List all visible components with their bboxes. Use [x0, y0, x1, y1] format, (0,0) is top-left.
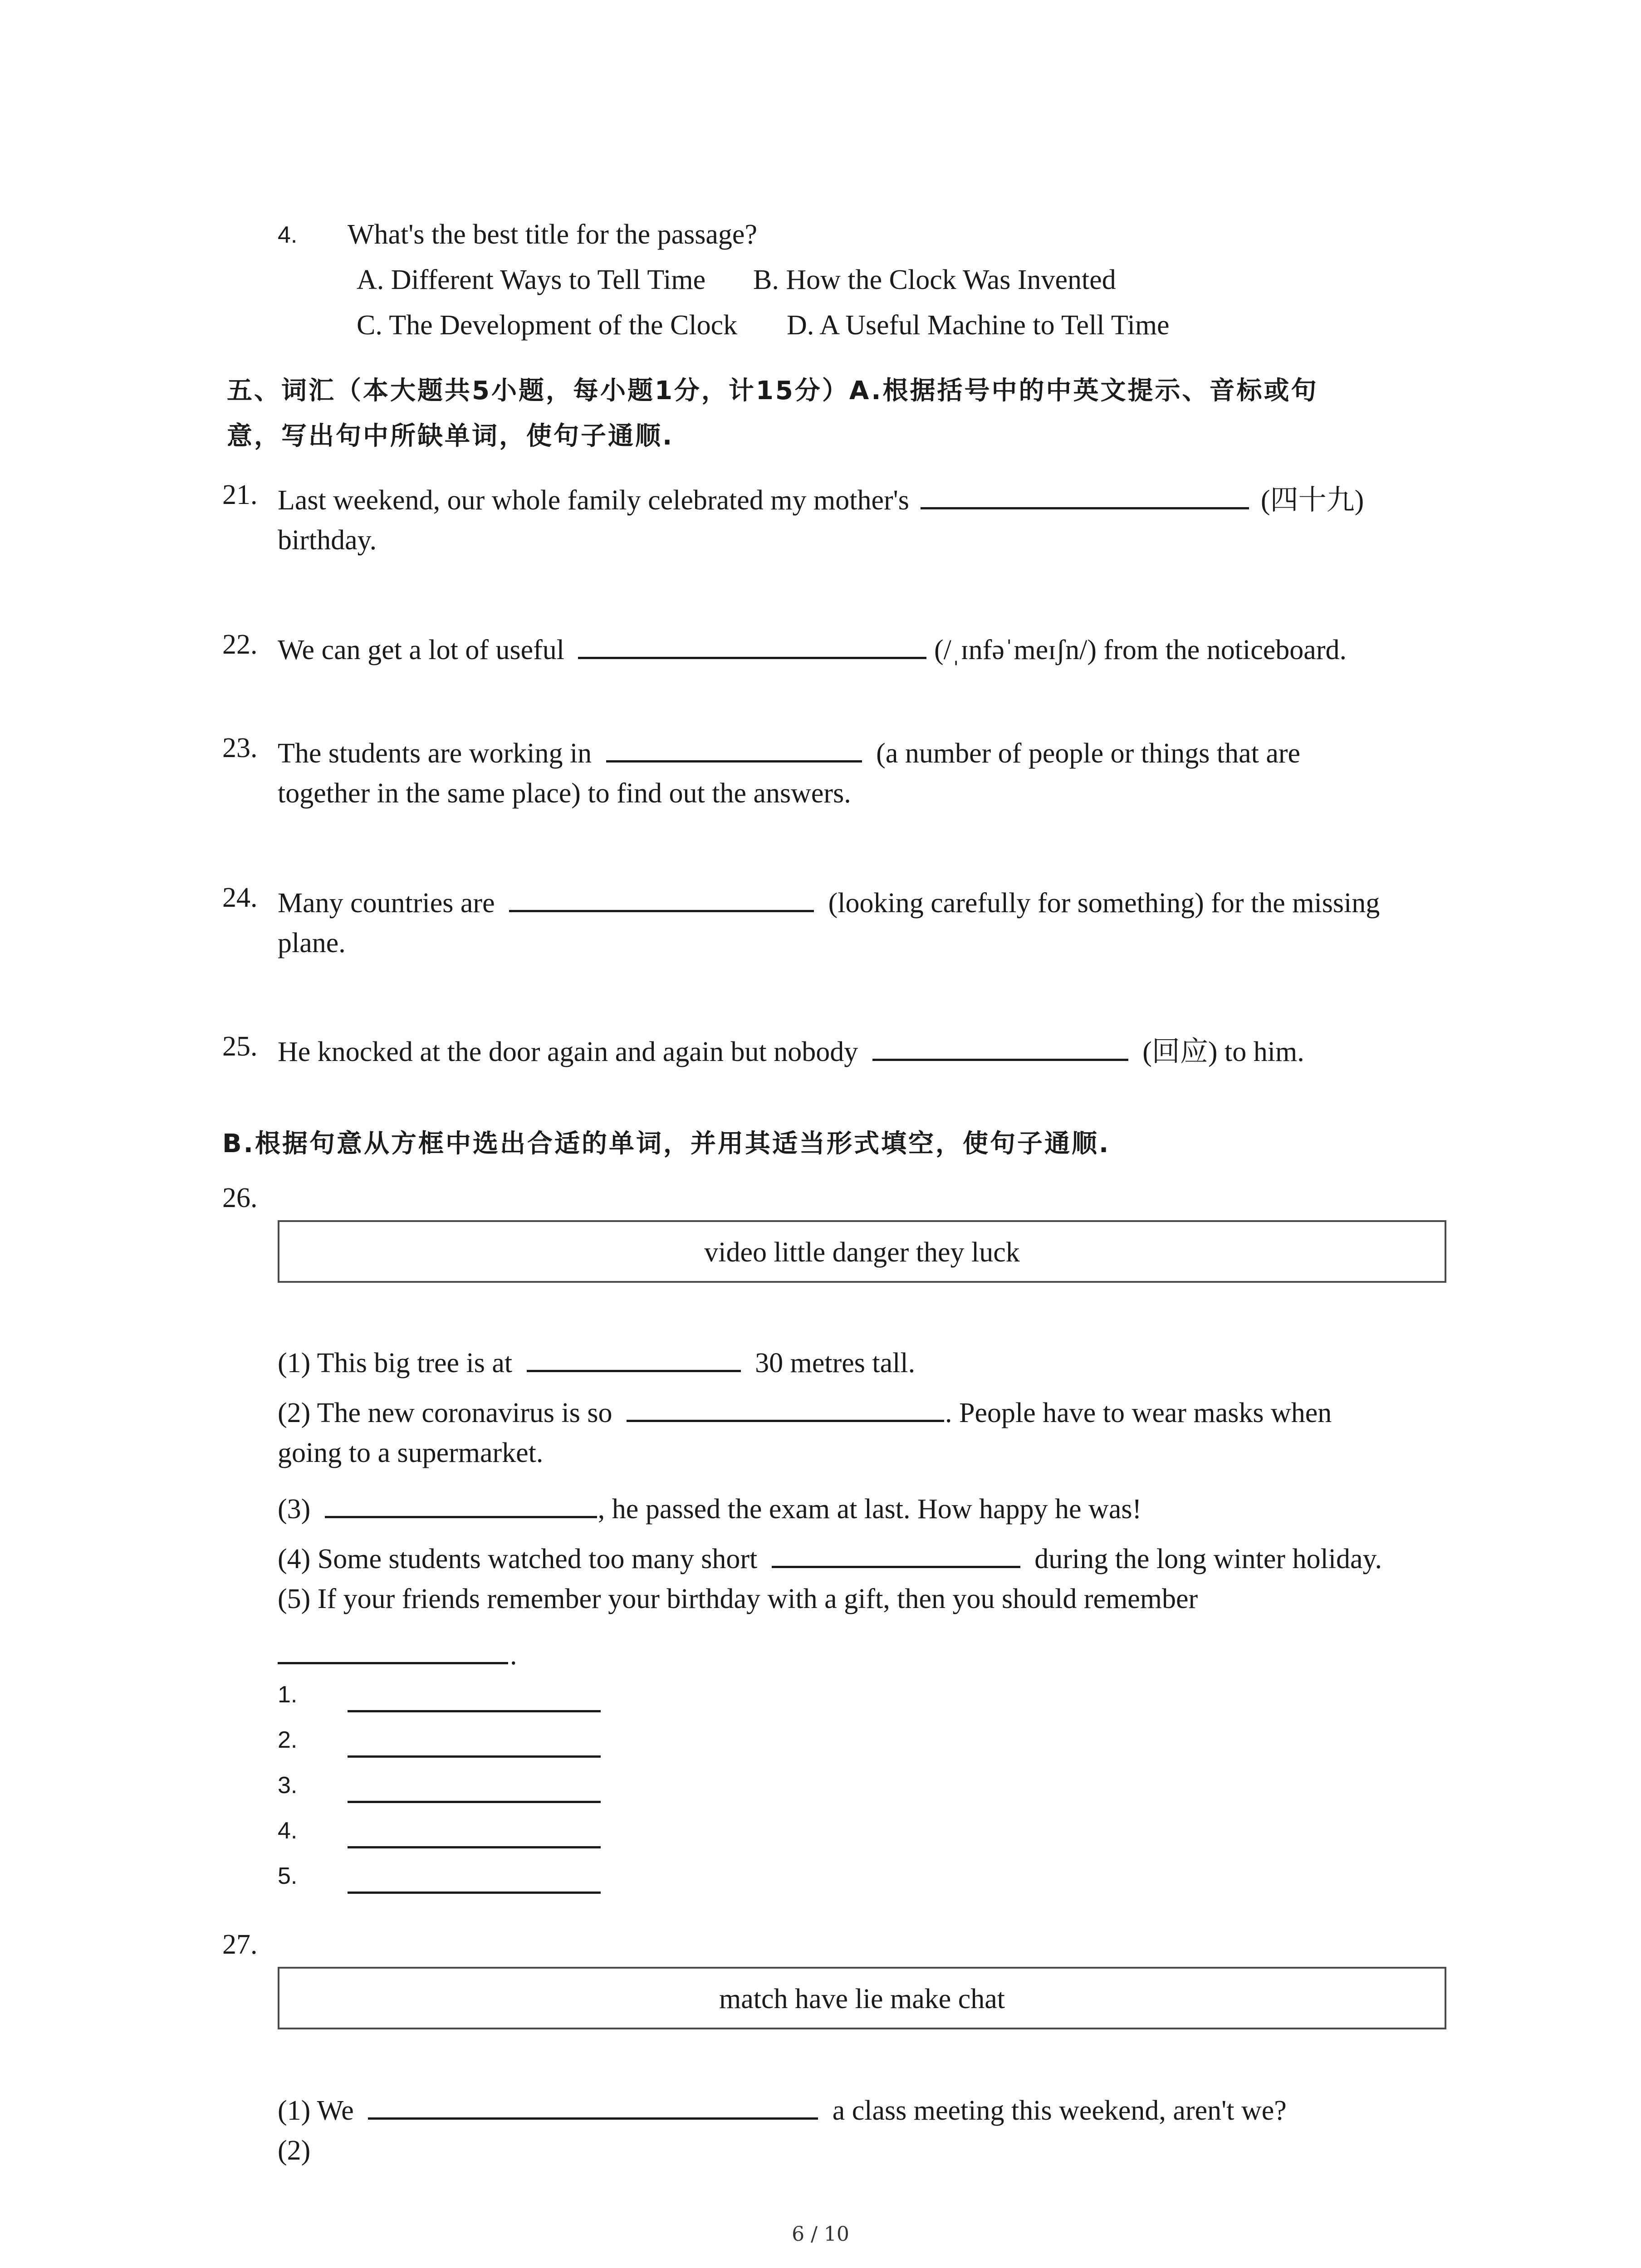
answer-line-3-blank[interactable] [348, 1801, 601, 1803]
sentence-1-text-after: 30 metres tall. [755, 1348, 916, 1378]
sentence-4-text-after: during the long winter holiday. [1034, 1544, 1382, 1574]
answer-line-5-number: 5. [278, 1863, 298, 1889]
question-23-text-before: The students are working in [278, 738, 592, 769]
question-23-line-1 [278, 734, 1300, 767]
part-b-heading: B.根据句意从方框中选出合适的单词，并用其适当形式填空，使句子通顺. [222, 1129, 1111, 1158]
question-24-line-2: plane. [278, 928, 346, 958]
q27-sentence-1-text-before: (1) We [278, 2095, 354, 2126]
question-27-word-box [278, 1967, 1446, 2029]
sentence-4-text-before: (4) Some students watched too many short [278, 1544, 758, 1574]
question-24-number: 24. [222, 882, 258, 913]
question-24-text-before: Many countries are [278, 888, 495, 919]
question-25-line-1 [278, 1032, 1304, 1066]
question-22-answer-blank[interactable] [578, 631, 926, 659]
question-22-text-before: We can get a lot of useful [278, 635, 564, 665]
answer-line-3-number: 3. [278, 1772, 298, 1799]
question-26-sentence-3 [278, 1490, 1141, 1523]
section-5-heading-line-1: 五、词汇（本大题共5小题，每小题1分，计15分）A.根据括号中的中英文提示、音标或句 [227, 376, 1318, 406]
sentence-5-answer-blank[interactable] [278, 1636, 508, 1664]
answer-line-4-blank[interactable] [348, 1846, 601, 1848]
question-21-line-1 [278, 481, 1364, 514]
sentence-2-text-before: (2) The new coronavirus is so [278, 1398, 612, 1428]
question-25-number: 25. [222, 1031, 258, 1062]
answer-line-1-blank[interactable] [348, 1710, 601, 1712]
q27-sentence-1-text-after: a class meeting this weekend, aren't we? [832, 2095, 1287, 2126]
question-24-answer-blank[interactable] [509, 884, 814, 912]
sentence-3-text-after: , he passed the exam at last. How happy he was! [598, 1494, 1142, 1525]
question-21-line-2: birthday. [278, 525, 377, 556]
question-21-number: 21. [222, 479, 258, 510]
answer-line-2-blank[interactable] [348, 1755, 601, 1758]
question-26-word-list: video little danger they luck [704, 1237, 1020, 1268]
sentence-5-period: . [510, 1640, 517, 1671]
question-21-text-before: Last weekend, our whole family celebrated my mother's [278, 485, 909, 516]
question-24-hint: (looking carefully for something) for the missing [828, 888, 1380, 919]
answer-line-4-number: 4. [278, 1818, 298, 1844]
question-26-sentence-2-line-2: going to a supermarket. [278, 1437, 544, 1468]
question-4-option-d: D. A Useful Machine to Tell Time [787, 310, 1170, 341]
question-4-option-a: A. Different Ways to Tell Time [357, 264, 706, 295]
sentence-1-text-before: (1) This big tree is at [278, 1348, 513, 1378]
question-25-text-before: He knocked at the door again and again but nobody [278, 1036, 858, 1067]
question-26-number: 26. [222, 1183, 258, 1213]
sentence-3-text-before: (3) [278, 1494, 311, 1525]
question-22-hint: (/ˌɪnfəˈmeɪʃn/) from the noticeboard. [934, 635, 1347, 665]
question-26-sentence-4 [278, 1540, 1382, 1573]
question-4-number: 4. [278, 222, 298, 248]
question-26-sentence-5: (5) If your friends remember your birthday with a gift, then you should remember [278, 1584, 1198, 1614]
sentence-2-text-after: . People have to wear masks when [945, 1398, 1332, 1428]
sentence-2-answer-blank[interactable] [627, 1393, 944, 1422]
question-27-sentence-2: (2) [278, 2135, 311, 2166]
sentence-4-answer-blank[interactable] [772, 1540, 1020, 1568]
question-23-answer-blank[interactable] [606, 734, 862, 763]
question-26-sentence-1 [278, 1344, 915, 1377]
question-4-option-c: C. The Development of the Clock [357, 310, 738, 341]
question-23-line-2: together in the same place) to find out the answers. [278, 778, 851, 809]
section-5-heading-line-2: 意，写出句中所缺单词，使句子通顺. [227, 421, 674, 451]
question-26-sentence-2 [278, 1393, 1332, 1427]
answer-line-2-number: 2. [278, 1727, 298, 1753]
question-25-answer-blank[interactable] [872, 1032, 1128, 1061]
question-4-stem: What's the best title for the passage? [348, 219, 757, 250]
answer-line-5-blank[interactable] [348, 1892, 601, 1894]
sentence-1-answer-blank[interactable] [527, 1344, 741, 1372]
page-number: 6 / 10 [792, 2223, 849, 2246]
sentence-3-answer-blank[interactable] [325, 1490, 597, 1518]
question-27-number: 27. [222, 1929, 258, 1960]
question-22-line-1 [278, 631, 1347, 664]
q27-sentence-1-answer-blank[interactable] [368, 2091, 818, 2120]
question-23-number: 23. [222, 733, 258, 763]
question-26-word-box [278, 1220, 1446, 1283]
question-4-option-b: B. How the Clock Was Invented [753, 264, 1116, 295]
question-25-hint: (回应) to him. [1142, 1036, 1304, 1067]
question-24-line-1 [278, 884, 1380, 917]
question-23-hint: (a number of people or things that are [876, 738, 1301, 769]
answer-line-1-number: 1. [278, 1681, 298, 1708]
question-21-answer-blank[interactable] [921, 481, 1249, 509]
question-22-number: 22. [222, 629, 258, 660]
question-27-sentence-1 [278, 2091, 1287, 2125]
question-21-hint: (四十九) [1260, 485, 1364, 516]
question-26-sentence-5-line-2 [278, 1636, 517, 1669]
question-27-word-list: match have lie make chat [719, 1984, 1005, 2014]
